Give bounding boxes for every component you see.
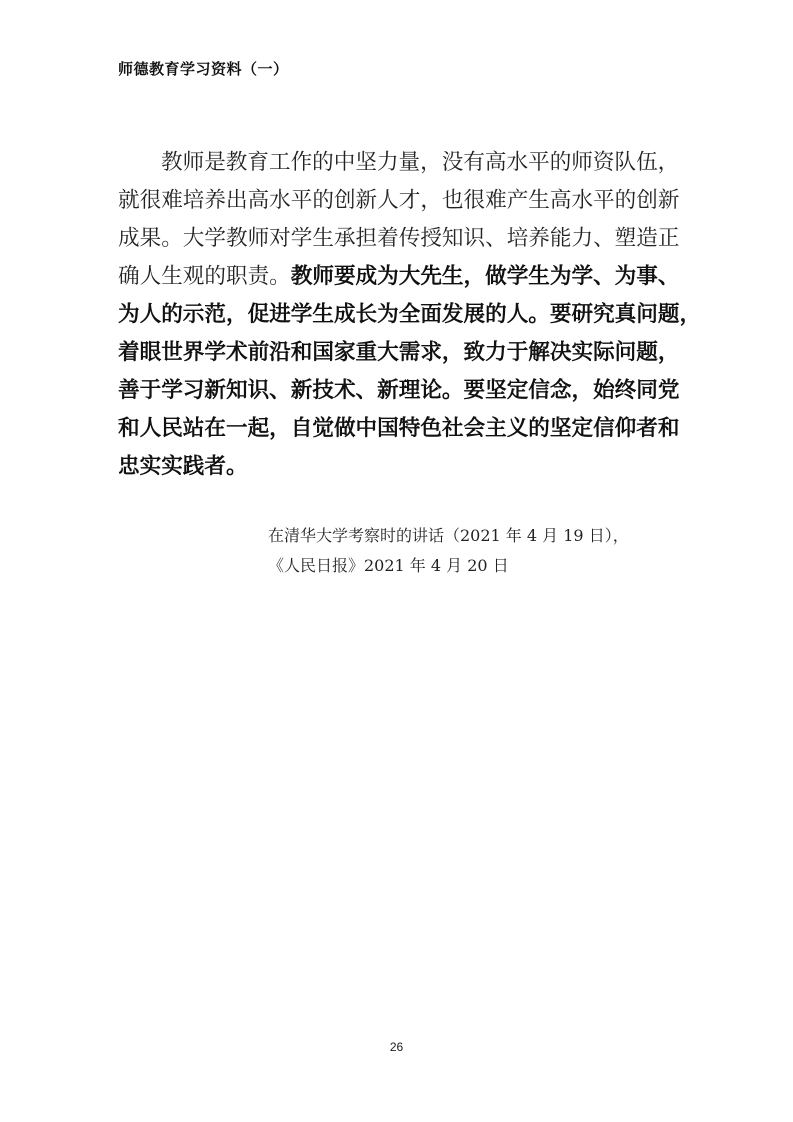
line-9-bold-text: 忠实实践者。 xyxy=(118,454,248,479)
line-4-bold-text: 教师要成为大先生，做学生为学、为事、 xyxy=(290,264,680,289)
paragraph-line-7 xyxy=(118,372,680,410)
paragraph-line-4 xyxy=(118,258,680,296)
page-number: 26 xyxy=(389,1040,404,1054)
line-6-bold-text: 着眼世界学术前沿和国家重大需求，致力于解决实际问题， xyxy=(118,340,680,365)
line-8-bold-text: 和人民站在一起，自觉做中国特色社会主义的坚定信仰者和 xyxy=(118,416,680,441)
paragraph-line-2 xyxy=(118,182,680,220)
line-3-regular-text: 成果。大学教师对学生承担着传授知识、培养能力、塑造正 xyxy=(118,226,680,251)
paragraph-line-1 xyxy=(118,144,680,182)
quote-paragraph xyxy=(118,144,702,486)
source-citation xyxy=(268,521,629,581)
line-5-bold-text: 为人的示范，促进学生成长为全面发展的人。要研究真问题， xyxy=(118,302,702,327)
running-header: 师德教育学习资料（一） xyxy=(118,60,289,78)
line-1-regular-text: 教师是教育工作的中坚力量，没有高水平的师资队伍， xyxy=(161,150,680,175)
paragraph-line-5 xyxy=(118,296,702,334)
citation-newspaper-line: 《人民日报》2021 年 4 月 20 日 xyxy=(268,556,509,575)
paragraph-line-8 xyxy=(118,410,680,448)
line-7-bold-text: 善于学习新知识、新技术、新理论。要坚定信念，始终同党 xyxy=(118,378,680,403)
citation-speech-line: 在清华大学考察时的讲话（2021 年 4 月 19 日）， xyxy=(268,526,629,545)
line-4-regular-text: 确人生观的职责。 xyxy=(118,264,291,289)
line-2-regular-text: 就很难培养出高水平的创新人才，也很难产生高水平的创新 xyxy=(118,188,680,213)
paragraph-line-3 xyxy=(118,220,680,258)
paragraph-line-9 xyxy=(118,448,680,486)
paragraph-line-6 xyxy=(118,334,680,372)
